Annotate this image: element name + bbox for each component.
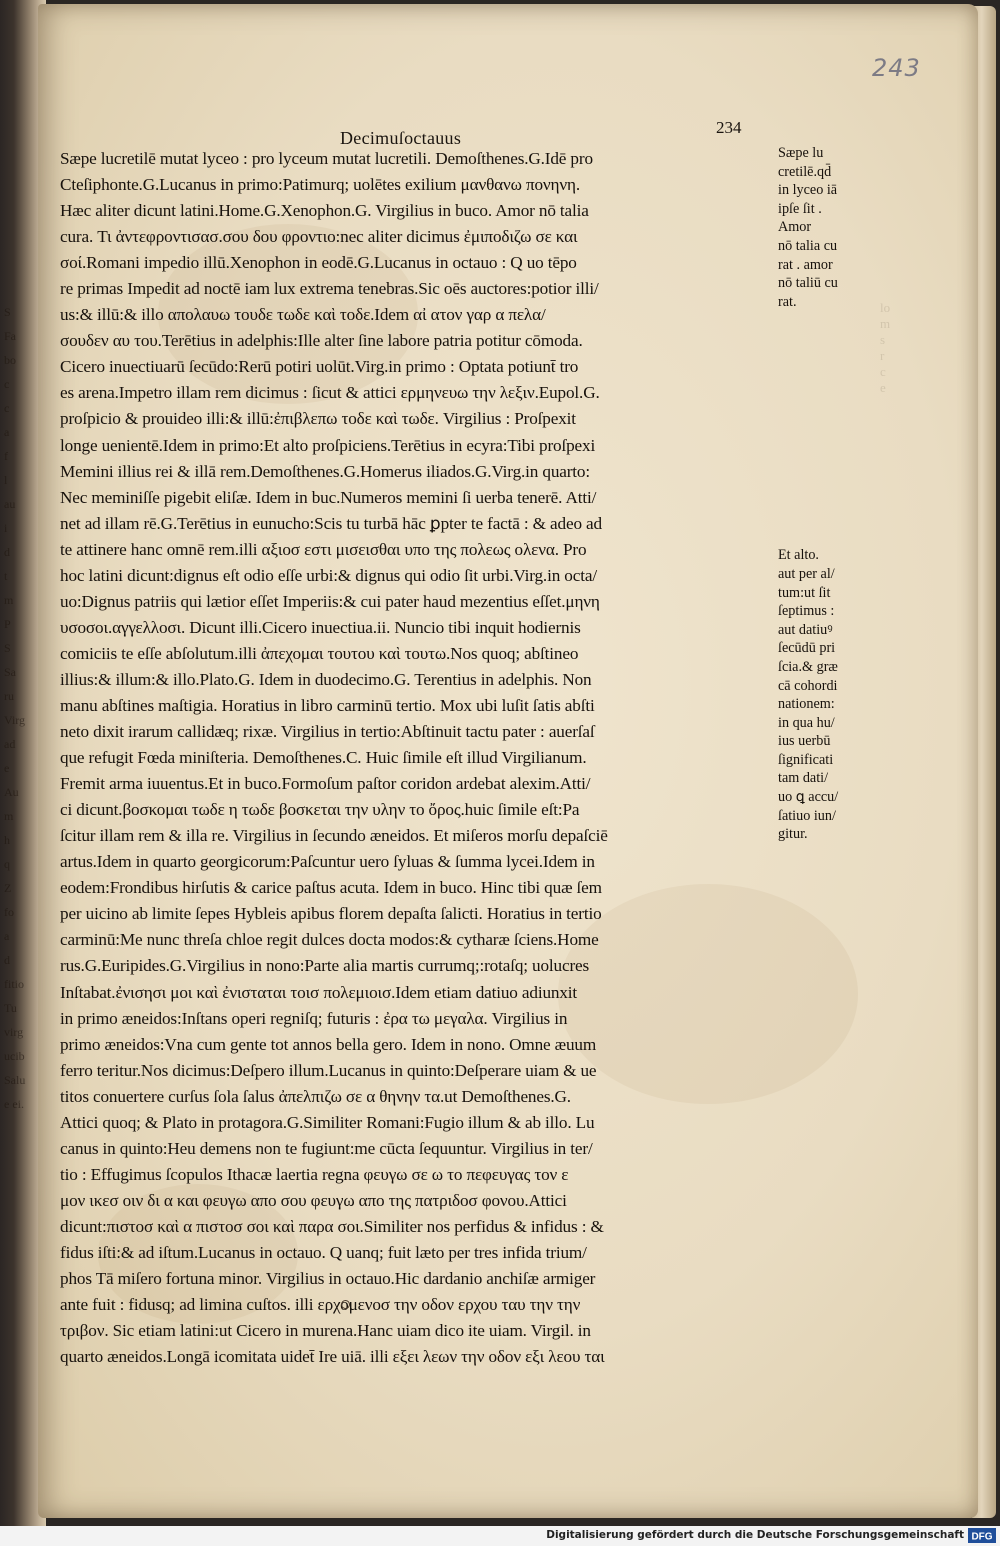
text-line: τριβον. Sic etiam latini:ut Cicero in murena.Hanc uiam dico ite uiam. Virgil. in — [60, 1321, 591, 1341]
text-line: comiciis te eſſe abſolutum.illi ἀπεχομαι τουτου καὶ τουτω.Nos quoq; abſtineo — [60, 643, 579, 663]
margin-note-line: cā cohordi — [778, 677, 838, 694]
margin-note-line: rat . amor — [778, 256, 833, 273]
text-line: dicunt:πιστοσ καὶ α πιστοσ σοι καὶ παρα σοι.Similiter nos perfidus & infidus : & — [60, 1216, 604, 1236]
text-line: es arena.Impetro illam rem dicimus : ſicut & attici ερμηνευω την λεξιν.Eupol.G. — [60, 383, 600, 403]
text-line: neto dixit irarum callidæq; rixæ. Virgilius in tertio:Abſtinuit tactu pater : auerſaſ — [60, 722, 595, 742]
text-line: phos Tā miſero fortuna minor. Virgilius in octauo.Hic dardanio anchiſæ armiger — [60, 1269, 596, 1289]
show-through-text: lo m s r c e — [880, 300, 891, 395]
text-line: manu abſtines maſtigia. Horatius in libro carminū tertio. Mox ubi luſit ſatis abſti — [60, 695, 595, 715]
margin-note-line: ius uerbū — [778, 733, 831, 750]
text-line: ferro teritur.Nos dicimus:Deſpero illum.Lucanus in quinto:Deſperare uiam & ue — [60, 1060, 597, 1080]
ink-circle-mark — [341, 1300, 350, 1309]
margin-note-line: cretilē.qd̄ — [778, 163, 832, 180]
text-line: ante fuit : fidusq; ad limina cuſtos. illi ερχομενοσ την οδον ερχου ταυ την την — [60, 1295, 581, 1315]
text-line: in primo æneidos:Inſtans operi regniſq; futuris : ἐρα τω μεγαλα. Virgilius in — [60, 1008, 568, 1028]
text-line: us:& illū:& illo απολαυω τουδε τωδε καὶ τοδε.Idem αἰ ατον γαρ α πελα/ — [60, 305, 546, 325]
text-line: σοί.Romani impedio illū.Xenophon in eodē.G.Lucanus in octauo : Q uo tēpo — [60, 253, 577, 273]
text-line: υσοσοι.αγγελλοσι. Dicunt illi.Cicero inuectiua.ii. Nuncio tibi inquit hodiernis — [60, 617, 581, 637]
text-line: Fremit arma iuuentus.Et in buco.Formoſum paſtor coridon ardebat alexim.Atti/ — [60, 774, 591, 794]
running-header: Decimuſoctauus — [340, 128, 462, 148]
text-line: μον ικεσ οιν δι α και φευγω απο σου φευγω απο της πατριδοσ φονου.Attici — [60, 1190, 567, 1210]
margin-note-line: ſeptimus : — [778, 603, 835, 620]
text-line: tio : Effugimus ſcopulos Ithacæ laertia regna φευγω σε ω το πεφευγας τον ε — [60, 1164, 569, 1184]
text-line: Hæc aliter dicunt latini.Home.G.Xenophon.G. Virgilius in buco. Amor nō talia — [60, 201, 589, 221]
margin-note-line: ipſe ſit . — [778, 200, 822, 217]
margin-note-line: ſatiuo iun/ — [778, 807, 836, 824]
margin-note-line: uo ꝗ accu/ — [778, 789, 839, 806]
text-line: longe uenientē.Idem in primo:Et alto proſpiciens.Terētius in ecyra:Tibi proſpexi — [60, 435, 596, 455]
text-line: titos conuertere curſus ſola ſalus ἀπελπιζω σε α θηνην τα.ut Demoſthenes.G. — [60, 1086, 571, 1106]
text-line: fidus iſti:& ad iſtum.Lucanus in octauo. Q uanq; fuit læto per tres infida trium/ — [60, 1242, 587, 1262]
text-line: primo æneidos:Vna cum gente tot annos bella gero. Idem in nono. Omne æuum — [60, 1034, 597, 1054]
margin-note-line: rat. — [778, 293, 797, 310]
margin-note-line: nationem: — [778, 696, 835, 713]
margin-note-sape-lucretile — [778, 144, 878, 311]
margin-note-line: aut per al/ — [778, 565, 835, 582]
text-line: illius:& illum:& illo.Plato.G. Idem in duodecimo.G. Terentius in adelphis. Non — [60, 669, 592, 689]
text-line: σουδεν αυ του.Terētius in adelphis:Ille alter ſine labore patria potitur cōmoda. — [60, 331, 583, 351]
text-line: per uicino ab limite ſepes Hybleis apibus florem depaſta ſalicti. Horatius in tertio — [60, 904, 602, 924]
margin-note-line: ſecūdū pri — [778, 640, 836, 657]
margin-note-line: in lyceo iā — [778, 182, 838, 199]
text-line: ſcitur illam rem & illa re. Virgilius in ſecundo æneidos. Et miſeros morſu depaſciē — [60, 826, 608, 846]
printed-page-number: 234 — [716, 118, 742, 137]
text-line: eodem:Frondibus hirſutis & carice paſtus acuta. Idem in buco. Hinc tibi quæ ſem — [60, 878, 602, 898]
margin-note-line: nō taliū cu — [778, 275, 838, 292]
margin-note-line: in qua hu/ — [778, 714, 835, 731]
text-line: proſpicio & prouideo illi:& illū:ἐπιβλεπω τοδε καὶ τωδε. Virgilius : Proſpexit — [60, 409, 576, 429]
margin-note-line: gitur. — [778, 826, 808, 843]
text-line: net ad illam rē.G.Terētius in eunucho:Scis tu turbā hāc ꝑpter te factā : & adeo ad — [60, 513, 602, 533]
text-line: Attici quoq; & Plato in protagora.G.Similiter Romani:Fugio illum & ab illo. Lu — [60, 1112, 595, 1132]
text-line: uo:Dignus patriis qui lætior eſſet Imperiis:& cui pater haud mezentius eſſet.μηνη — [60, 591, 600, 611]
margin-note-et-alto — [778, 546, 878, 844]
margin-notes — [778, 144, 878, 844]
dfg-logo-icon — [968, 1528, 996, 1543]
main-text-block — [60, 146, 750, 1370]
text-line: Memini illius rei & illā rem.Demoſthenes.G.Homerus iliados.G.Virg.in quarto: — [60, 461, 591, 481]
margin-note-line: ſignificati — [778, 751, 834, 768]
text-line: hoc latini dicunt:dignus eſt odio eſſe urbi:& dignus qui odio ſit urbi.Virg.in octa/ — [60, 565, 597, 585]
margin-note-line: Et alto. — [778, 547, 819, 564]
footer-credit: Digitalisierung gefördert durch die Deutsche Forschungsgemeinschaft — [546, 1529, 964, 1541]
margin-gap — [778, 311, 878, 546]
margin-note-line: Sæpe lu — [778, 145, 824, 161]
margin-note-line: aut datiuꝰ — [778, 621, 833, 638]
text-line: que refugit Fœda miniſteria. Demoſthenes.C. Huic ſimile eſt illud Virgilianum. — [60, 748, 587, 768]
text-line: cura. Τι ἀντεφροντισασ.σου δου φροντιο:nec aliter dicimus ἐμιποδιζω σε και — [60, 227, 578, 247]
text-line: Sæpe lucretilē mutat lyceo : pro lyceum mutat lucretili. Demoſthenes.G.Idē pro — [60, 149, 593, 168]
text-line: ci dicunt.βοσκομαι τωδε η τωδε βοσκεται την υλην το ὄρος.huic ſimile eſt:Pa — [60, 800, 580, 820]
text-line: canus in quinto:Heu demens non te fugiunt:me cūcta ſequuntur. Virgilius in ter/ — [60, 1138, 593, 1158]
text-line: Inſtabat.ἐνισησι μοι καὶ ἐνισταται τοισ πολεμιοισ.Idem etiam datiuo adiunxit — [60, 982, 578, 1002]
text-line: rus.G.Euripides.G.Virgilius in nono:Parte alia martis currumq;:rotaſq; uolucres — [60, 956, 590, 976]
text-line: te attinere hanc omnē rem.illi αξιοσ εστι μισεισθαι υπο της πολεως ολενα. Pro — [60, 539, 587, 559]
footer-bar — [0, 1526, 1000, 1546]
text-line: artus.Idem in quarto georgicorum:Paſcuntur uero ſyluas & ſumma lycei.Idem in — [60, 852, 595, 872]
margin-note-line: nō talia cu — [778, 237, 838, 254]
margin-note-line: Amor — [778, 219, 812, 236]
facing-page-bleed-text: S Fa bo c c a f l au i d t m P S Sa ru Virg ad e Au m h q Z fo a d fitio Tu virg ucib Salu e ei. — [4, 305, 26, 1111]
text-line: Cicero inuectiuarū ſecūdo:Rerū potiri uolūt.Virg.in primo : Optata potiunt̄ tro — [60, 357, 579, 377]
margin-note-line: tam dati/ — [778, 770, 829, 787]
text-line: re primas Impedit ad noctē iam lux extrema tenebras.Sic oēs auctores:potior illi/ — [60, 279, 599, 299]
text-line: carminū:Me nunc threſa chloe regit dulces docta modos:& cytharæ ſciens.Home — [60, 930, 599, 950]
margin-note-line: ſcia.& græ — [778, 658, 838, 675]
text-line: quarto æneidos.Longā icomitata uidet̄ Ire uiā. illi εξει λεων την οδον εξι λεου ται — [60, 1347, 605, 1367]
text-line: Cteſiphonte.G.Lucanus in primo:Patimurq; uolētes exilium μανθανω πονηνη. — [60, 175, 580, 195]
dfg-logo-text: DFG — [971, 1531, 993, 1543]
margin-note-line: tum:ut ſit — [778, 584, 831, 601]
pencil-folio-number: 243 — [872, 54, 921, 82]
text-line: Nec meminiſſe pigebit eliſæ. Idem in buc.Numeros memini ſi uerba tenerē. Atti/ — [60, 487, 597, 507]
